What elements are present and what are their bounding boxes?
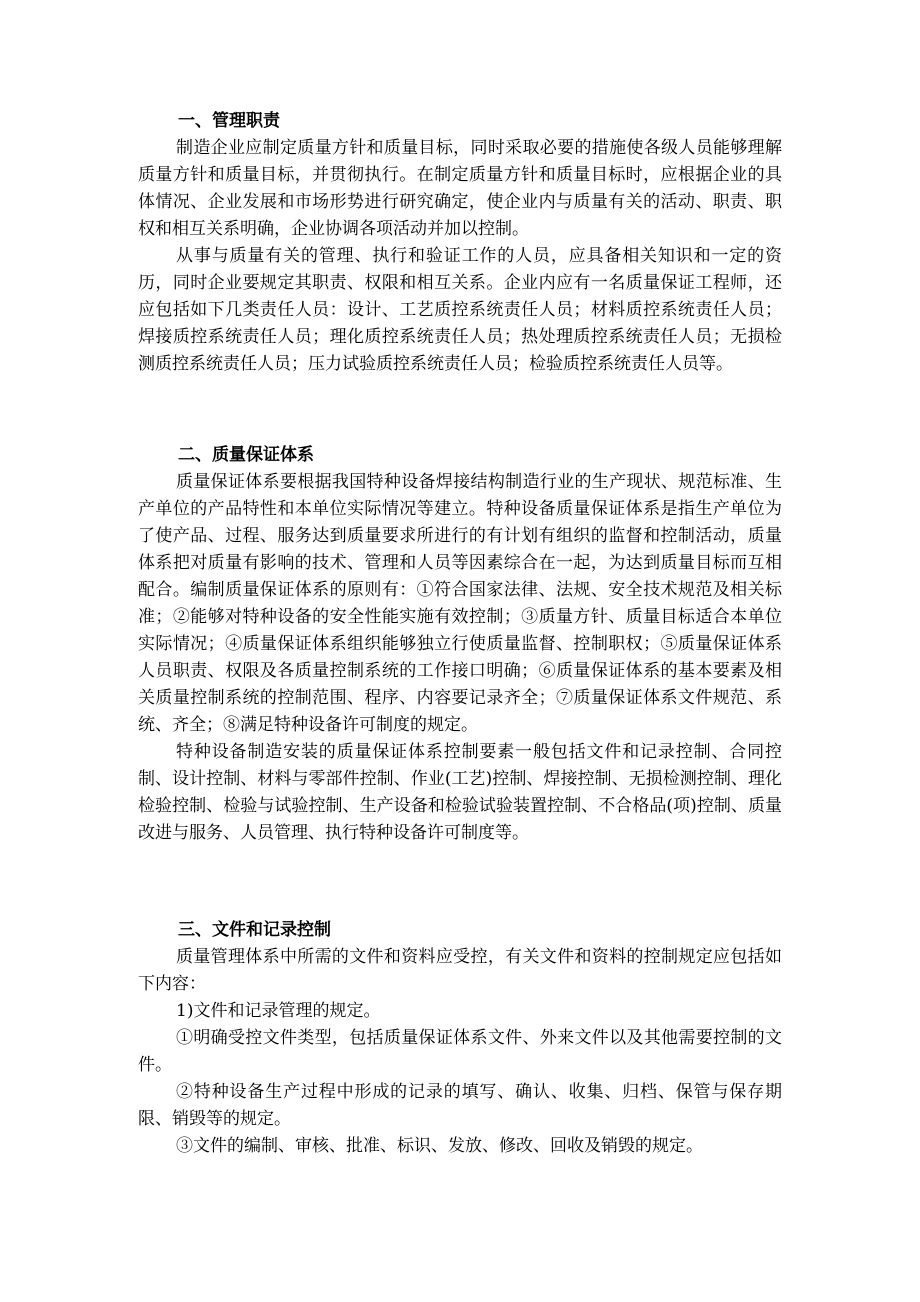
section-management-responsibility	[138, 108, 782, 378]
section-quality-assurance-system	[138, 442, 782, 847]
section-gap	[138, 378, 782, 442]
section-document-record-control	[138, 917, 782, 1160]
paragraph: 质量保证体系要根据我国特种设备焊接结构制造行业的生产现状、规范标准、生产单位的产品特性和本单位实际情况等建立。特种设备质量保证体系是指生产单位为了使产品、过程、服务达到质量要求所进行的有计划有组织的监督和控制活动，质量体系把对质量有影响的技术、管理和人员等因素综合在一起，为达到质量目标而互相配合。编制质量保证体系的原则有：①符合国家法律、法规、安全技术规范及相关标准；②能够对特种设备的安全性能实施有效控制；③质量方针、质量目标适合本单位实际情况；④质量保证体系组织能够独立行使质量监督、控制职权；⑤质量保证体系人员职责、权限及各质量控制系统的工作接口明确；⑥质量保证体系的基本要素及相关质量控制系统的控制范围、程序、内容要记录齐全；⑦质量保证体系文件规范、系统、齐全；⑧满足特种设备许可制度的规定。	[138, 472, 782, 735]
document-body	[138, 108, 782, 1160]
paragraph: 制造企业应制定质量方针和质量目标，同时采取必要的措施使各级人员能够理解质量方针和质量目标，并贯彻执行。在制定质量方针和质量目标时，应根据企业的具体情况、企业发展和市场形势进行研究确定，使企业内与质量有关的活动、职责、职权和相互关系明确，企业协调各项活动并加以控制。	[138, 138, 782, 239]
list-item: 1)文件和记录管理的规定。	[176, 1001, 381, 1021]
paragraph: 质量管理体系中所需的文件和资料应受控，有关文件和资料的控制规定应包括如下内容：	[138, 947, 782, 994]
paragraph: 特种设备制造安装的质量保证体系控制要素一般包括文件和记录控制、合同控制、设计控制、材料与零部件控制、作业(工艺)控制、焊接控制、无损检测控制、理化检验控制、检验与试验控制、生产设备和检验试验装置控制、不合格品(项)控制、质量改进与服务、人员管理、执行特种设备许可制度等。	[138, 742, 782, 843]
paragraph: 从事与质量有关的管理、执行和验证工作的人员，应具备相关知识和一定的资历，同时企业要规定其职责、权限和相互关系。企业内应有一名质量保证工程师，还应包括如下几类责任人员：设计、工艺质控系统责任人员；材料质控系统责任人员；焊接质控系统责任人员；理化质控系统责任人员；热处理质控系统责任人员；无损检测质控系统责任人员；压力试验质控系统责任人员；检验质控系统责任人员等。	[138, 246, 782, 374]
section-gap	[138, 847, 782, 917]
list-item: ③文件的编制、审核、批准、标识、发放、修改、回收及销毁的规定。	[176, 1136, 703, 1156]
section-title: 一、管理职责	[178, 111, 280, 131]
section-title: 二、质量保证体系	[178, 445, 314, 465]
list-item: ①明确受控文件类型，包括质量保证体系文件、外来文件以及其他需要控制的文件。	[138, 1028, 782, 1075]
section-title: 三、文件和记录控制	[178, 920, 331, 940]
list-item: ②特种设备生产过程中形成的记录的填写、确认、收集、归档、保管与保存期限、销毁等的规定。	[138, 1082, 782, 1129]
